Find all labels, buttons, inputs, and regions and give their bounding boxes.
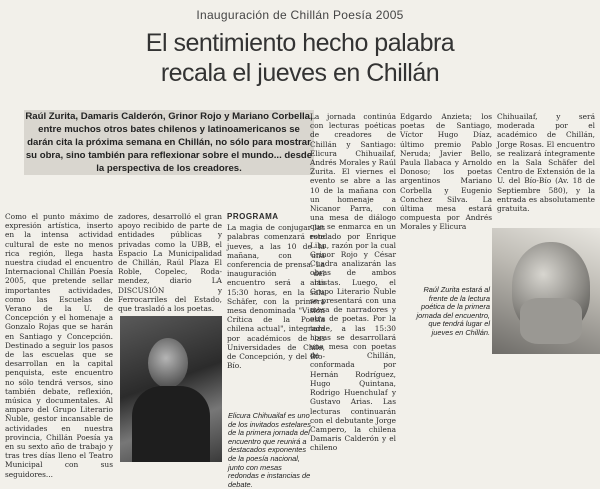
photo-elicura-body	[132, 386, 210, 462]
photo-zurita-beard	[520, 298, 582, 344]
column-2-text: zadores, desarrolló el gran apoyo recibido de parte de entidades públicas y privadas como la UBB, el Espacio La Municipalidad de Chillán, Raúl Plaza El Roble, Copelec, Roda-mendez, diario LA DISCUSIÓN y Ferrocarriles del Estado, que trasladó a los poetas.	[118, 212, 222, 314]
headline-line2: recala el jueves en Chillán	[160, 59, 440, 87]
column-4	[310, 112, 396, 462]
column-6	[497, 112, 595, 224]
caption-zurita: Raúl Zurita estará al frente de la lectura poética de la primera jornada del encuentro, que tendrá lugar el jueves en Chillán.	[416, 285, 490, 337]
column-5-text: Edgardo Anzieta; los poetas de Santiago, Víctor Hugo Díaz, último premio Pablo Neruda; Javier Bello, Paula Ilabaca y Arnoldo Donoso; los poetas argentinos Mariano Corbella y Eugenio Conchez Silva. La última mesa estará compuesta por Andrés Morales y Elicura	[400, 112, 492, 232]
column-1	[5, 212, 113, 479]
caption-elicura: Elicura Chihuailaf es uno de los invitados estelares de la primera jornada del encuentro que reunirá a destacados exponentes de la poesía nacional, junto con mesas redondas e instancias de debate.	[228, 411, 311, 489]
deck: Raúl Zurita, Damaris Calderón, Grinor Rojo y Mariano Corbella, entre muchos otros bates chilenos y latinoamericanos se darán cita la próxima semana en Chillán, no sólo para mostrar su obra, sino también para reflexionar sobre el mundo... desde la perspectiva de los creadores.	[25, 111, 313, 174]
column-2	[118, 212, 222, 312]
photo-elicura-face	[148, 338, 188, 388]
photo-elicura	[120, 316, 222, 462]
kicker: Inauguración de Chillán Poesía 2005	[196, 8, 404, 22]
column-5	[400, 112, 492, 232]
column-1-text: Como el punto máximo de expresión artística, inserto en la intensa actividad cultural de este no menos rica región, llega hasta nuestra ciudad el encuentro Internacional Chillán Poesía 2005, que pretende sellar importantes actividades, como las Escuelas de Verano de la U. de Concepción y el homenaje a Gonzalo Rojas que se harán en Santiago y Concepción. Destinado a seguir los pasos de las escuelas que se desarrollan en la capital penquista, este encuentro no sólo tendrá versos, sino también debate, reflexión, música y documentales. Al amparo del Grupo Literario Ñuble, gestor incansable de actividades en nuestra provincia, Chillán Poesía ya en su sexto año de trabajo y tras tres días lleno el Teatro Municipal con sus seguidores...	[5, 212, 113, 479]
program-subhead: PROGRAMA	[227, 212, 279, 221]
column-3-text: La magia de conjugar las palabras comenzará este jueves, a las 10 de la mañana, con una conferencia de prensa. La inauguración del encuentro será a las 15:30 horas, en la sala Schäfer, con la primera mesa denominada "Visión Crítica de la Poesía chilena actual", integrada por académicos de las Universidades de Chile, de Concepción, y del Bío-Bío.	[227, 223, 325, 371]
column-4-text: La jornada continúa con lecturas poéticas de creadores de Chillán y Santiago: Elicura Chihuailaf, Andrés Morales y Raúl Zurita. El viernes el evento se abre a las 10 de la mañana con un homenaje a Nicanor Parra, con una mesa de diálogo que se enmarca en un rondado por Enrique Lihn, razón por la cual Grinor Rojo y César Cuadra analizarán las obras de ambos artistas. Luego, el Grupo Literario Ñuble se presentará con una mesa de narradores y otra de poetas. Por la tarde, a las 15:30 horas se desarrollará una mesa con poetas de Chillán, conformada por Hernán Rodríguez, Hugo Quintana, Rodrigo Huenchulaf y Gustavo Arias. Las lecturas continuarán con el debutante Jorge Campero, la chilena Damaris Calderón y el chileno	[310, 112, 396, 453]
photo-zurita	[492, 228, 600, 354]
column-6-text: Chihuailaf, y será moderada por el académico de Chillán, Jorge Rosas. El encuentro se realizará íntegramente en la Sala Schäfer del Centro de Extensión de la U. del Bío-Bío (Av. 18 de Septiembre 580), y la entrada es absolutamente gratuita.	[497, 112, 595, 214]
headline-line1: El sentimiento hecho palabra	[145, 29, 455, 57]
headline	[70, 28, 530, 88]
